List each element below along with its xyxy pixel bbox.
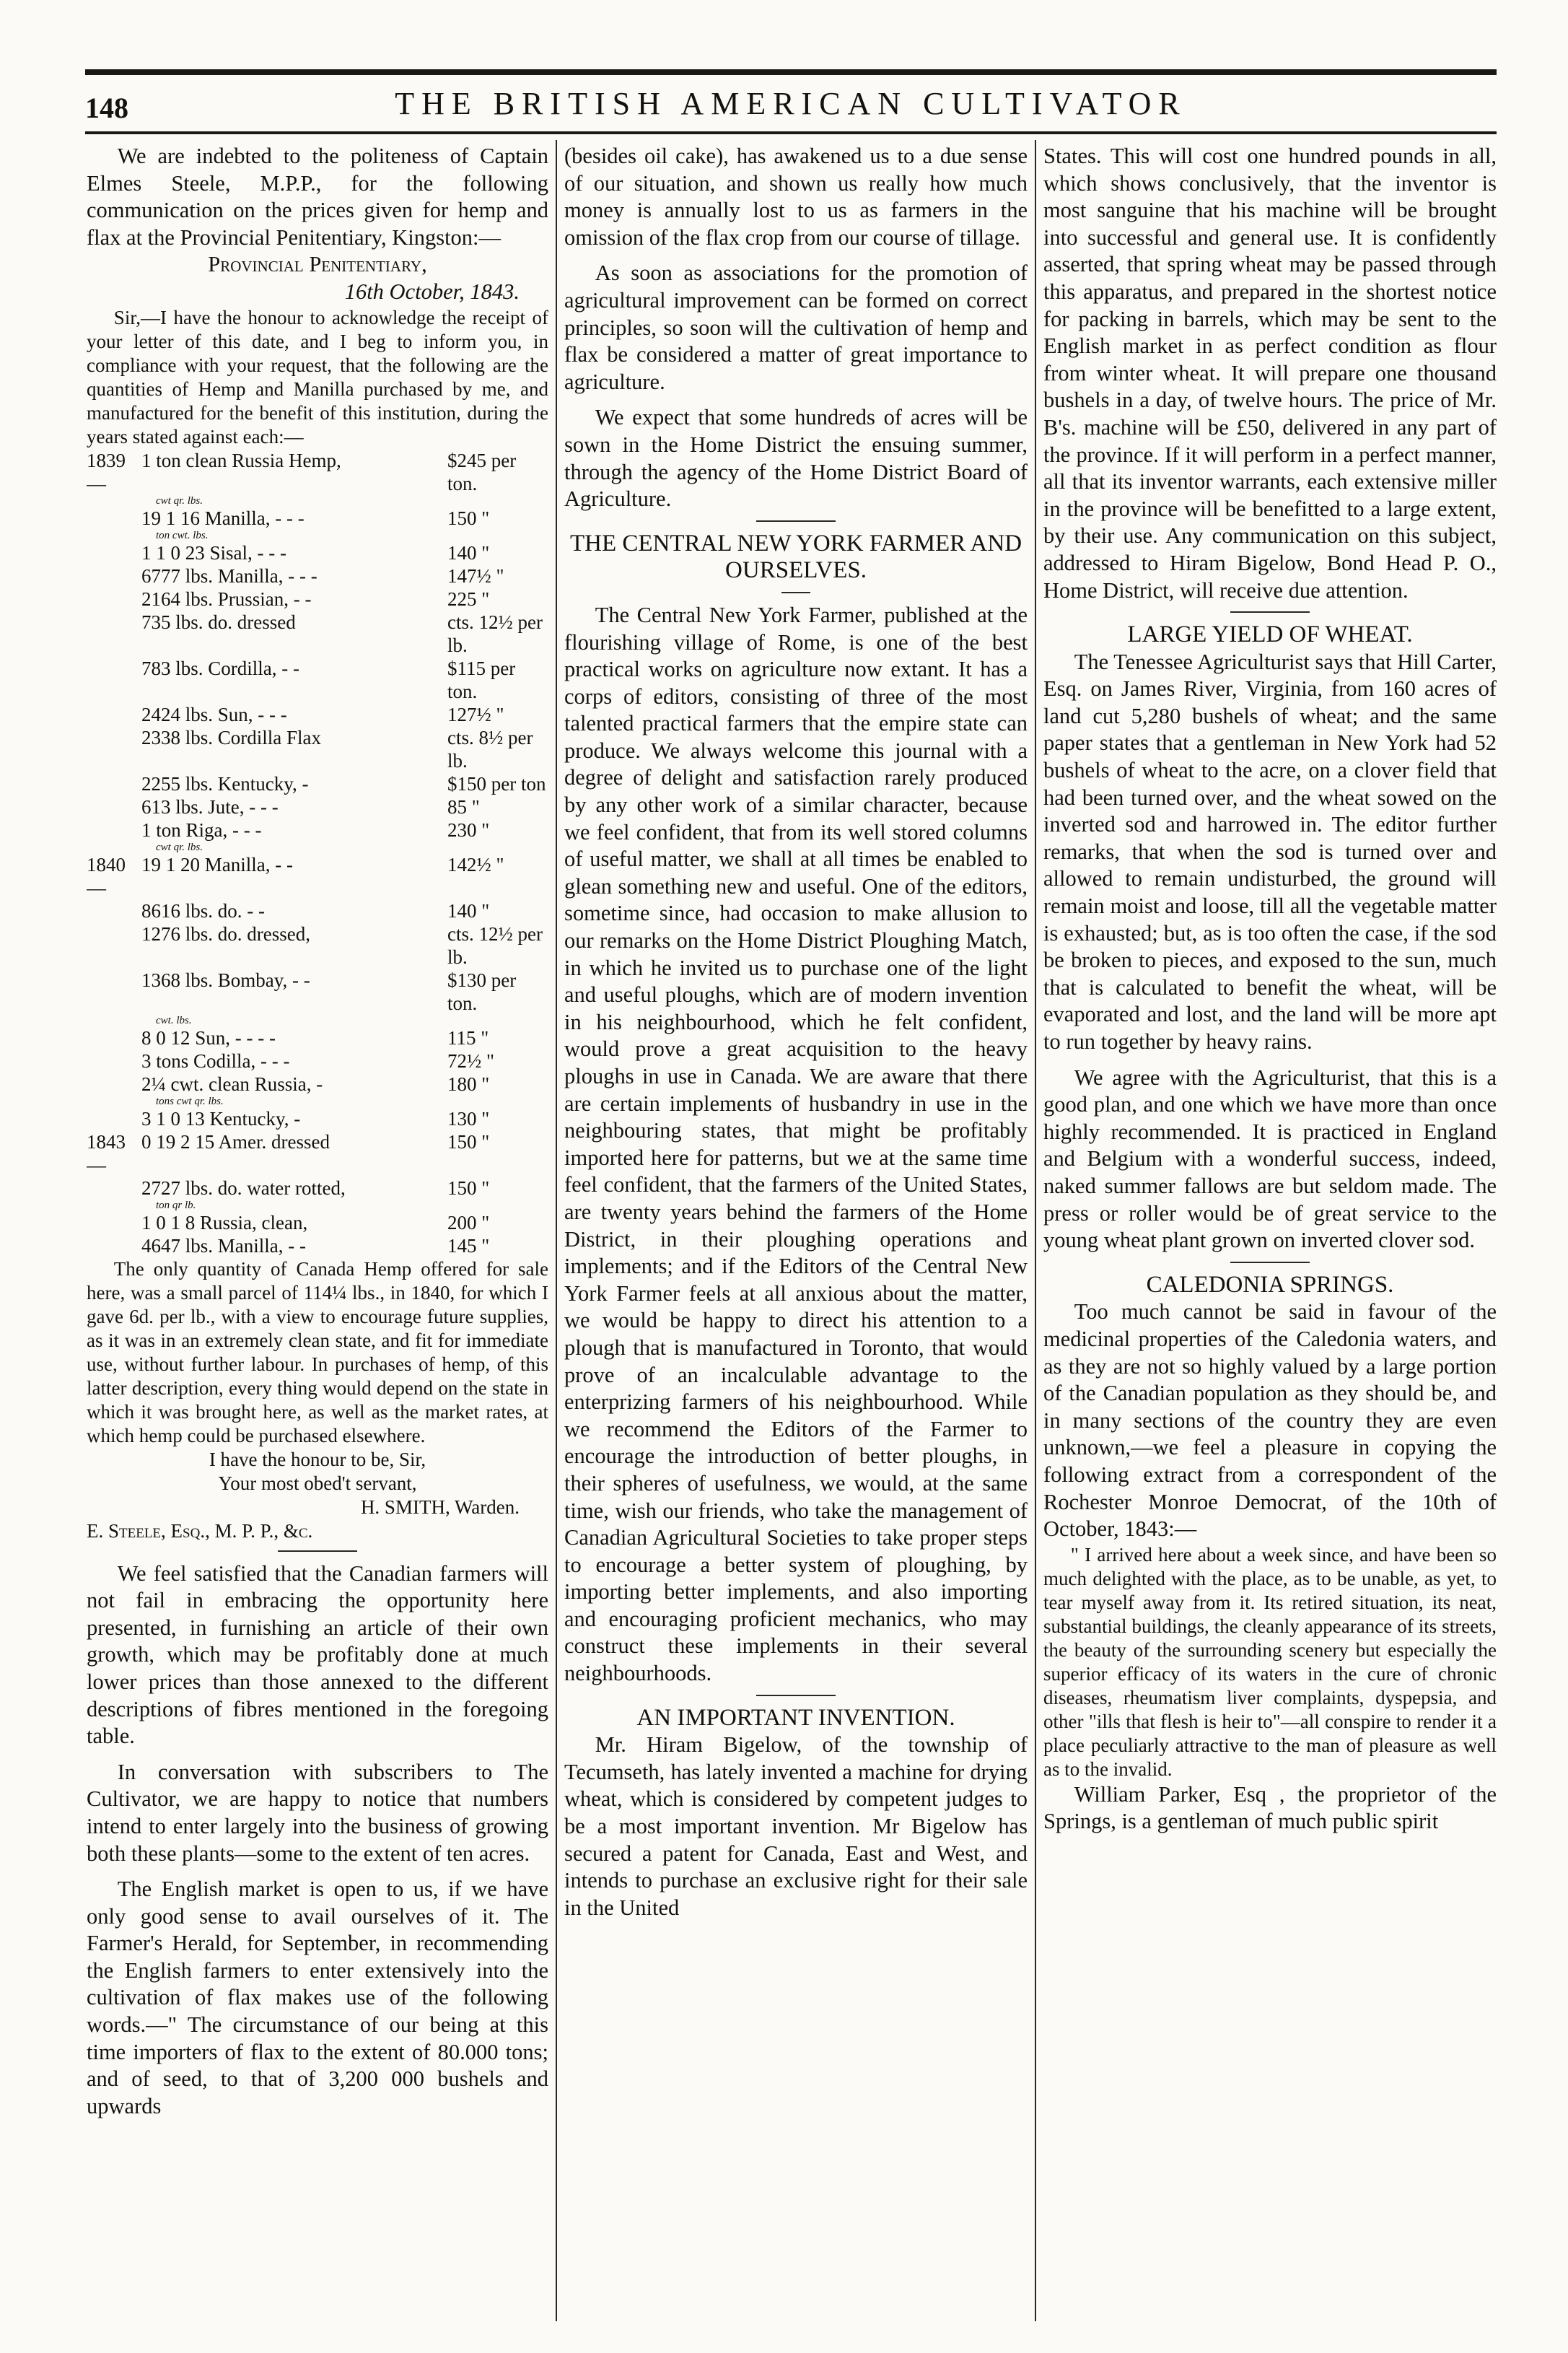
table-row: [87, 853, 548, 899]
addressee: E. Steele, Esq., M. P. P., &c.: [87, 1519, 313, 1542]
paragraph: The Tenessee Agriculturist says that Hill Carter, Esq. on James River, Virginia, from 160 acres of land cut 5,280 bushels of wheat; and the same paper states that a gentleman in New York had 52 bushels of wheat to the acre, on a clover field that had been turned over, and the wheat sowed on the inverted sod and harrowed in. The editor further remarks, that when the sod is turned over and allowed to remain undisturbed, the ground will remain moist and loose, till all the vegetable matter is exhausted; but, as is too often the case, if the sod be broken to pieces, and exposed to the sun, much that is calculated to benefit the wheat, will be evaporated and lost, and the land will be more apt to run together by heavy rains.: [1043, 649, 1497, 1054]
table-year-cell: [87, 1176, 141, 1200]
table-row: [87, 449, 548, 495]
table-year-cell: [87, 1026, 141, 1049]
table-value-cell: 150 ": [447, 1176, 490, 1199]
paragraph: We expect that some hundreds of acres will be sown in the Home District the ensuing summer, through the agency of the Home District Board of Agriculture.: [564, 405, 1028, 512]
table-value-cell: 200 ": [447, 1211, 490, 1234]
table-value-cell: 130 ": [447, 1107, 490, 1130]
table-desc-cell: 1 ton clean Russia Hemp,: [141, 449, 341, 471]
section-divider: [278, 1550, 357, 1552]
table-value-cell: $245 per ton.: [447, 449, 517, 494]
table-value-cell: 127½ ": [447, 703, 504, 725]
table-row: [87, 1211, 548, 1234]
table-desc-cell: 2727 lbs. do. water rotted,: [141, 1176, 346, 1199]
letter-closing-1: I have the honour to be, Sir,: [209, 1448, 426, 1470]
table-desc-cell: 1 0 1 8 Russia, clean,: [141, 1211, 308, 1234]
column-3: [1043, 143, 1497, 2324]
table-year-cell: 1843—: [87, 1130, 126, 1176]
table-unit-label: cwt qr. lbs.: [156, 841, 203, 853]
hemp-price-table: [87, 449, 548, 1257]
letter-body: Sir,—I have the honour to acknowledge the receipt of your letter of this date, and I beg to inform you, in compliance with your request, that the following are the quantities of Hemp and Manilla purchased by me, and manufactured for the benefit of this institution, during the years stated against each:—: [87, 306, 548, 448]
table-year-cell: [87, 969, 141, 1015]
table-year-cell: [87, 795, 141, 818]
table-year-cell: [87, 1107, 141, 1130]
table-row: [87, 1026, 548, 1049]
paragraph: The English market is open to us, if we have only good sense to avail ourselves of it. The Farmer's Herald, for September, in recommending the English farmers to enter extensively into the cultivation of flax makes use of the following words.—" The circumstance of our being at this time importers of flax to the extent of 80.000 tons; and of seed, to that of 3,200 000 bushels and upwards: [87, 1877, 548, 2118]
table-year-cell: [87, 495, 141, 507]
table-year-cell: [87, 1073, 141, 1096]
table-year-cell: [87, 1096, 141, 1107]
table-desc-cell: 2424 lbs. Sun, - - -: [141, 703, 287, 725]
table-value-cell: 150 ": [447, 507, 490, 529]
letter-heading: Provincial Penitentiary,: [208, 252, 427, 277]
table-value-cell: 85 ": [447, 795, 480, 818]
column-2: [564, 143, 1028, 2324]
table-unit-label: ton cwt. lbs.: [156, 529, 209, 541]
table-desc-cell: 6777 lbs. Manilla, - - -: [141, 564, 317, 587]
table-row: [87, 507, 548, 530]
table-row: [87, 899, 548, 922]
table-desc-cell: 3 tons Codilla, - - -: [141, 1049, 290, 1072]
table-unit-header: [87, 842, 548, 853]
table-value-cell: cts. 12½ per lb.: [447, 922, 543, 968]
table-year-cell: [87, 541, 141, 564]
table-year-cell: [87, 564, 141, 588]
table-row: [87, 611, 548, 657]
table-desc-cell: 0 19 2 15 Amer. dressed: [141, 1130, 330, 1153]
table-value-cell: 72½ ": [447, 1049, 495, 1072]
table-desc-cell: 1 1 0 23 Sisal, - - -: [141, 541, 286, 564]
table-row: [87, 772, 548, 795]
letter-date: 16th October, 1843.: [344, 279, 520, 304]
table-year-cell: 1839—: [87, 449, 126, 494]
table-year-cell: [87, 842, 141, 853]
column-rule: [1035, 140, 1036, 2321]
table-row: [87, 1234, 548, 1257]
table-unit-header: [87, 1200, 548, 1211]
top-rule: [85, 69, 1497, 75]
paragraph: William Parker, Esq , the proprietor of the Springs, is a gentleman of much public spirit: [1043, 1781, 1497, 1834]
table-desc-cell: 19 1 20 Manilla, - -: [141, 853, 293, 876]
table-row: [87, 1107, 548, 1130]
table-row: [87, 1130, 548, 1176]
table-year-cell: [87, 818, 141, 842]
letter-closing-2: Your most obed't servant,: [218, 1472, 417, 1494]
table-desc-cell: 735 lbs. do. dressed: [141, 611, 296, 633]
table-value-cell: 180 ": [447, 1073, 490, 1095]
signature: H. SMITH, Warden.: [360, 1496, 520, 1518]
table-value-cell: 150 ": [447, 1130, 490, 1153]
table-unit-header: [87, 1096, 548, 1107]
table-row: [87, 818, 548, 842]
table-row: [87, 703, 548, 726]
table-value-cell: 145 ": [447, 1234, 490, 1257]
paragraph: The Central New York Farmer, published at the flourishing village of Rome, is one of the best practical works on agriculture now extant. It has a corps of editors, consisting of three of the most talented practical farmers that the empire state can produce. We always welcome this journal with a degree of delight and satisfaction rarely produced by any other work of a similar character, because we feel confident, that from its well stored columns of useful matter, we shall at all times be enabled to glean something new and useful. One of the editors, sometime since, had occasion to make allusion to our remarks on the Home District Ploughing Match, in which he invited us to purchase one of the light and useful ploughs, which are of modern invention in his neighbourhood, which he felt confident, would prove a great acquisition to the heavy ploughs in use in Canada. We are aware that there are certain implements of husbandry in use in the neighbouring states, that might be profitably imported here for patterns, but we at the same time feel confident, that the farmers of the United States, are twenty years behind the farmers of the Home District, in their ploughing operations and implements; and if the Editors of the Central New York Farmer feels at all anxious about the matter, we would be happy to direct his attention to a plough that is manufactured in Toronto, that would prove of an incalculable advantage to the enterprizing farmers of his neighbourhood. While we recommend the Editors of the Farmer to encourage the introduction of better ploughs, in their spheres of usefulness, we would, at the same time, wish our friends, who take the management of Canadian Agricultural Societies to take proper steps to encourage a better system of ploughing, by importing better implements, and also importing and encouraging proficient mechanics, who may construct these implements in their several neighbourhoods.: [564, 602, 1028, 1686]
table-desc-cell: 1276 lbs. do. dressed,: [141, 922, 310, 945]
table-year-cell: [87, 588, 141, 611]
table-unit-header: [87, 495, 548, 507]
table-row: [87, 1049, 548, 1073]
headline-central-ny-farmer: THE CENTRAL NEW YORK FARMER AND OURSELVES.: [569, 530, 1022, 584]
table-unit-label: cwt. lbs.: [156, 1014, 192, 1026]
table-row: [87, 657, 548, 703]
table-desc-cell: 2¼ cwt. clean Russia, -: [141, 1073, 323, 1095]
page-header: [85, 85, 1497, 126]
table-value-cell: 147½ ": [447, 564, 504, 587]
table-desc-cell: 783 lbs. Cordilla, - -: [141, 657, 299, 679]
table-desc-cell: 2164 lbs. Prussian, - -: [141, 588, 312, 610]
column-1: [87, 143, 548, 2324]
paragraph: We feel satisfied that the Canadian farmers will not fail in embracing the opportunity here presented, in furnishing an article of their own growth, which may be profitably done at much lower prices than those annexed to the different descriptions of fibres mentioned in the foregoing table.: [87, 1560, 548, 1749]
table-value-cell: 140 ": [447, 899, 490, 922]
headline-caledonia-springs: CALEDONIA SPRINGS.: [1146, 1271, 1394, 1298]
paragraph: In conversation with subscribers to The Cultivator, we are happy to notice that numbers intend to enter largely into the business of growing both these plants—some to the extent of ten acres.: [87, 1759, 548, 1866]
section-divider: [1230, 1262, 1310, 1263]
table-year-cell: [87, 530, 141, 541]
table-year-cell: [87, 1049, 141, 1073]
paragraph: States. This will cost one hundred pounds in all, which shows conclusively, that the inventor is most sanguine that his machine will be brought into successful and general use. It is confidently asserted, that spring wheat may be passed through this apparatus, and prepared in the shortest notice for packing in barrels, which may be sent to the English market in as perfect condition as flour from winter wheat. It will prepare one thousand bushels in a day, of twelve hours. The price of Mr. B's. machine will be £50, delivered in any part of the province. If it will perform in a perfect manner, all that its inventor warrants, each extensive miller in the province will be benefitted to a large extent, by their use. Any communication on this subject, addressed to Hiram Bigelow, Bond Head P. O., Home District, will receive due attention.: [1043, 144, 1497, 603]
table-value-cell: cts. 12½ per lb.: [447, 611, 543, 656]
paragraph: Too much cannot be said in favour of the medicinal properties of the Caledonia waters, and as they are not so highly valued by a large portion of the Canadian population as they should be, and in many sections of the country they are even unknown,—we feel a pleasure in copying the following extract from a correspondent of the Rochester Monroe Democrat, of the 10th of October, 1843:—: [1043, 1299, 1497, 1542]
table-desc-cell: 613 lbs. Jute, - - -: [141, 795, 279, 818]
quoted-extract: " I arrived here about a week since, and have been so much delighted with the place, as to be unable, as yet, to tear myself away from it. Its retired situation, its neat, substantial buildings, the cleanly appearance of its streets, the beauty of the surrounding scenery but especially the superior efficacy of its waters in the cure of chronic diseases, rheumatism liver complaints, dyspepsia, and other "ills that flesh is heir to"—all conspire to render it a place peculiarly attractive to the man of pleasure as well as to the invalid.: [1043, 1543, 1497, 1780]
headline-important-invention: AN IMPORTANT INVENTION.: [636, 1704, 955, 1731]
table-value-cell: 142½ ": [447, 853, 504, 876]
table-row: [87, 588, 548, 611]
paragraph: As soon as associations for the promotion of agricultural improvement can be formed on correct principles, so soon will the cultivation of hemp and flax be considered a matter of great importance to agriculture.: [564, 261, 1028, 394]
table-year-cell: [87, 657, 141, 703]
table-unit-header: [87, 530, 548, 541]
table-row: [87, 922, 548, 969]
table-year-cell: [87, 1234, 141, 1257]
table-desc-cell: 19 1 16 Manilla, - - -: [141, 507, 305, 529]
table-year-cell: [87, 1211, 141, 1234]
table-row: [87, 1073, 548, 1096]
page-number: 148: [85, 92, 128, 124]
running-title: THE BRITISH AMERICAN CULTIVATOR: [395, 86, 1187, 121]
paragraph: We agree with the Agriculturist, that this is a good plan, and one which we have more than once highly recommended. It is practiced in England and Belgium with a wonderful success, indeed, naked summer fallows are but seldom made. The press or roller would be of great service to the young wheat plant grown on inverted clover sod.: [1043, 1065, 1497, 1253]
table-row: [87, 541, 548, 564]
table-year-cell: [87, 611, 141, 657]
table-value-cell: $150 per ton: [447, 772, 546, 795]
table-year-cell: [87, 1015, 141, 1026]
table-desc-cell: 2338 lbs. Cordilla Flax: [141, 726, 321, 748]
table-year-cell: [87, 1200, 141, 1211]
section-divider: [756, 1695, 836, 1696]
intro-paragraph: We are indebted to the politeness of Captain Elmes Steele, M.P.P., for the following communication on the prices given for hemp and flax at the Provincial Penitentiary, Kingston:—: [87, 144, 548, 250]
table-year-cell: [87, 922, 141, 969]
table-desc-cell: 1368 lbs. Bombay, - -: [141, 969, 310, 991]
table-row: [87, 726, 548, 772]
table-desc-cell: 8 0 12 Sun, - - - -: [141, 1026, 276, 1049]
table-desc-cell: 1 ton Riga, - - -: [141, 818, 262, 841]
column-rule: [556, 140, 557, 2321]
table-unit-header: [87, 1015, 548, 1026]
table-value-cell: 225 ": [447, 588, 490, 610]
table-row: [87, 564, 548, 588]
table-unit-label: cwt qr. lbs.: [156, 494, 203, 507]
table-row: [87, 1176, 548, 1200]
table-desc-cell: 3 1 0 13 Kentucky, -: [141, 1107, 301, 1130]
table-value-cell: 230 ": [447, 818, 490, 841]
table-year-cell: [87, 772, 141, 795]
paragraph: Mr. Hiram Bigelow, of the township of Tecumseth, has lately invented a machine for drying wheat, which is considered by competent judges to be a most important invention. Mr Bigelow has secured a patent for Canada, East and West, and intends to purchase an exclusive right for their sale in the United: [564, 1732, 1028, 1920]
headline-large-yield-wheat: LARGE YIELD OF WHEAT.: [1127, 621, 1413, 648]
section-divider: [756, 520, 836, 522]
table-year-cell: 1840—: [87, 853, 126, 899]
table-desc-cell: 2255 lbs. Kentucky, -: [141, 772, 309, 795]
letter-after-table: The only quantity of Canada Hemp offered for sale here, was a small parcel of 114¼ lbs., in 1840, for which I gave 6d. per lb., with a view to encourage future supplies, as it was in an extremely clean state, and fit for immediate use, without further labour. In purchases of hemp, of this latter description, every thing would depend on the state in which it was brought here, as well as the market rates, at which hemp could be purchased elsewhere.: [87, 1257, 548, 1446]
table-value-cell: $115 per ton.: [447, 657, 516, 702]
table-value-cell: $130 per ton.: [447, 969, 517, 1014]
table-year-cell: [87, 507, 141, 530]
table-year-cell: [87, 703, 141, 726]
table-value-cell: 115 ": [447, 1026, 489, 1049]
section-divider: [1230, 611, 1310, 613]
table-unit-label: tons cwt qr. lbs.: [156, 1095, 224, 1107]
table-year-cell: [87, 899, 141, 922]
table-year-cell: [87, 726, 141, 772]
section-divider: [781, 592, 810, 593]
table-row: [87, 795, 548, 818]
table-desc-cell: 8616 lbs. do. - -: [141, 899, 265, 922]
table-value-cell: 140 ": [447, 541, 490, 564]
header-rule: [85, 131, 1497, 134]
paragraph: (besides oil cake), has awakened us to a due sense of our situation, and shown us really how much money is annually lost to us as farmers in the omission of the flax crop from our course of tillage.: [564, 144, 1028, 250]
table-row: [87, 969, 548, 1015]
table-unit-label: ton qr lb.: [156, 1199, 196, 1211]
table-value-cell: cts. 8½ per lb.: [447, 726, 533, 772]
table-desc-cell: 4647 lbs. Manilla, - -: [141, 1234, 306, 1257]
